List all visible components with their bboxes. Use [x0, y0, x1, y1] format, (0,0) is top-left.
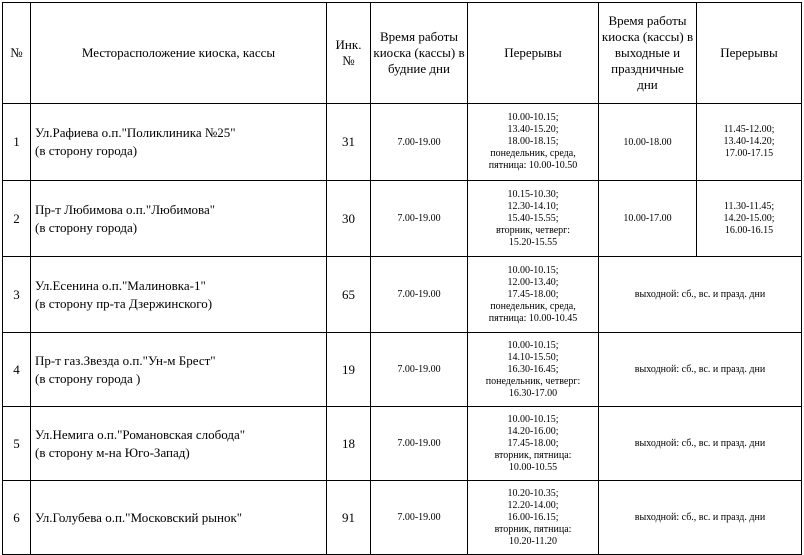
- break-line: 10.15-10.30;: [507, 188, 559, 200]
- break-line: 10.00-10.15;: [507, 264, 559, 276]
- break-line: 10.20-11.20: [509, 535, 557, 547]
- row-location: [31, 407, 327, 481]
- location-line-1: Ул.Рафиева о.п."Поликлиника №25": [35, 125, 236, 140]
- row-weekday-hours: 7.00-19.00: [371, 407, 468, 481]
- break-line: понедельник, среда,: [490, 300, 576, 312]
- location-line-2: (в сторону города ): [35, 370, 141, 386]
- break-line: 12.00-13.40;: [507, 276, 559, 288]
- row-location: [31, 333, 327, 407]
- break-line: 10.00-10.15;: [507, 339, 559, 351]
- location-line-2: (в сторону города): [35, 219, 138, 235]
- row-breaks: [468, 333, 599, 407]
- break-line: 10.20-10.35;: [507, 487, 559, 499]
- row-location: [31, 257, 327, 333]
- row-weekday-hours: 7.00-19.00: [371, 104, 468, 181]
- location-line-1: Пр-т газ.Звезда о.п."Ун-м Брест": [35, 352, 216, 368]
- break-line: вторник, пятница:: [494, 449, 572, 461]
- break-line: понедельник, четверг:: [485, 375, 581, 387]
- row-weekday-hours: 7.00-19.00: [371, 333, 468, 407]
- row-num: 2: [3, 181, 31, 257]
- row-location: [31, 181, 327, 257]
- location-line-1: Ул.Немига о.п."Романовская слобода": [35, 426, 246, 442]
- row-weekday-hours: 7.00-19.00: [371, 481, 468, 555]
- break-line: пятница: 10.00-10.45: [488, 312, 578, 324]
- weekend-break-line: 11.45-12.00;: [723, 124, 775, 135]
- row-num: 3: [3, 257, 31, 333]
- row-weekend-note: выходной: сб., вс. и празд. дни: [599, 481, 802, 555]
- break-line: 12.30-14.10;: [507, 200, 559, 212]
- location-line-1: Ул.Голубева о.п."Московский рынок": [35, 509, 243, 525]
- location-line-2: (в сторону пр-та Дзержинского): [35, 295, 213, 311]
- break-line: 14.10-15.50;: [507, 351, 559, 363]
- row-breaks: [468, 481, 599, 555]
- row-inv: 65: [327, 257, 371, 333]
- table-row: [3, 481, 802, 555]
- weekend-break-line: 16.00-16.15: [724, 224, 774, 236]
- row-breaks: [468, 181, 599, 257]
- row-weekend-breaks: [697, 181, 802, 257]
- break-line: 18.00-18.15;: [507, 136, 559, 147]
- row-inv: 31: [327, 104, 371, 181]
- break-line: 15.40-15.55;: [507, 212, 559, 224]
- table-row: [3, 333, 802, 407]
- header-weekend-hours: Время работы киоска (кассы) в выходные и праздничные дни: [599, 3, 697, 104]
- row-weekend-note: выходной: сб., вс. и празд. дни: [599, 257, 802, 333]
- header-num: №: [3, 3, 31, 104]
- location-line-1: Пр-т Любимова о.п."Любимова": [35, 201, 216, 217]
- row-weekend-breaks: [697, 104, 802, 181]
- row-weekday-hours: 7.00-19.00: [371, 181, 468, 257]
- header-weekday-hours: Время работы киоска (кассы) в будние дни: [371, 3, 468, 104]
- row-weekday-hours: 7.00-19.00: [371, 257, 468, 333]
- row-location: [31, 481, 327, 555]
- header-breaks: Перерывы: [468, 3, 599, 104]
- break-line: 16.30-17.00: [508, 387, 558, 399]
- break-line: 13.40-15.20;: [507, 124, 559, 135]
- row-breaks: [468, 257, 599, 333]
- row-weekend-hours: 10.00-18.00: [599, 104, 697, 181]
- location-line-1: Ул.Есенина о.п."Малиновка-1": [35, 277, 206, 293]
- break-line: вторник, пятница:: [494, 523, 572, 535]
- break-line: 12.20-14.00;: [507, 499, 559, 511]
- weekend-break-line: 11.30-11.45;: [723, 200, 775, 212]
- break-line: 14.20-16.00;: [507, 425, 559, 437]
- break-line: 17.45-18.00;: [507, 437, 559, 449]
- break-line: понедельник, среда,: [490, 148, 576, 159]
- break-line: пятница: 10.00-10.50: [488, 160, 578, 171]
- header-row: [3, 3, 802, 104]
- row-weekend-note: выходной: сб., вс. и празд. дни: [599, 333, 802, 407]
- kiosk-schedule-table: [2, 2, 802, 555]
- break-line: 16.30-16.45;: [507, 363, 559, 375]
- table-row: [3, 257, 802, 333]
- break-line: 15.20-15.55: [508, 236, 558, 248]
- header-weekend-breaks: Перерывы: [697, 3, 802, 104]
- break-line: вторник, четверг:: [495, 224, 571, 236]
- row-num: 1: [3, 104, 31, 181]
- row-weekend-note: выходной: сб., вс. и празд. дни: [599, 407, 802, 481]
- row-inv: 18: [327, 407, 371, 481]
- weekend-break-line: 14.20-15.00;: [723, 212, 775, 224]
- break-line: 10.00-10.15;: [507, 413, 559, 425]
- header-location: Месторасположение киоска, кассы: [31, 3, 327, 104]
- break-line: 10.00-10.15;: [507, 112, 559, 123]
- row-inv: 19: [327, 333, 371, 407]
- header-inv: Инк. №: [327, 3, 371, 104]
- row-breaks: [468, 407, 599, 481]
- break-line: 16.00-16.15;: [507, 511, 559, 523]
- break-line: 17.45-18.00;: [507, 288, 559, 300]
- row-num: 6: [3, 481, 31, 555]
- table-row: [3, 104, 802, 181]
- table-row: [3, 181, 802, 257]
- weekend-break-line: 17.00-17.15: [724, 148, 774, 159]
- row-location: [31, 104, 327, 181]
- row-num: 5: [3, 407, 31, 481]
- row-weekend-hours: 10.00-17.00: [599, 181, 697, 257]
- break-line: 10.00-10.55: [508, 461, 558, 473]
- row-inv: 30: [327, 181, 371, 257]
- weekend-break-line: 13.40-14.20;: [723, 136, 775, 147]
- row-inv: 91: [327, 481, 371, 555]
- location-line-2: (в сторону города): [35, 143, 138, 158]
- table-row: [3, 407, 802, 481]
- row-num: 4: [3, 333, 31, 407]
- location-line-2: (в сторону м-на Юго-Запад): [35, 444, 190, 460]
- row-breaks: [468, 104, 599, 181]
